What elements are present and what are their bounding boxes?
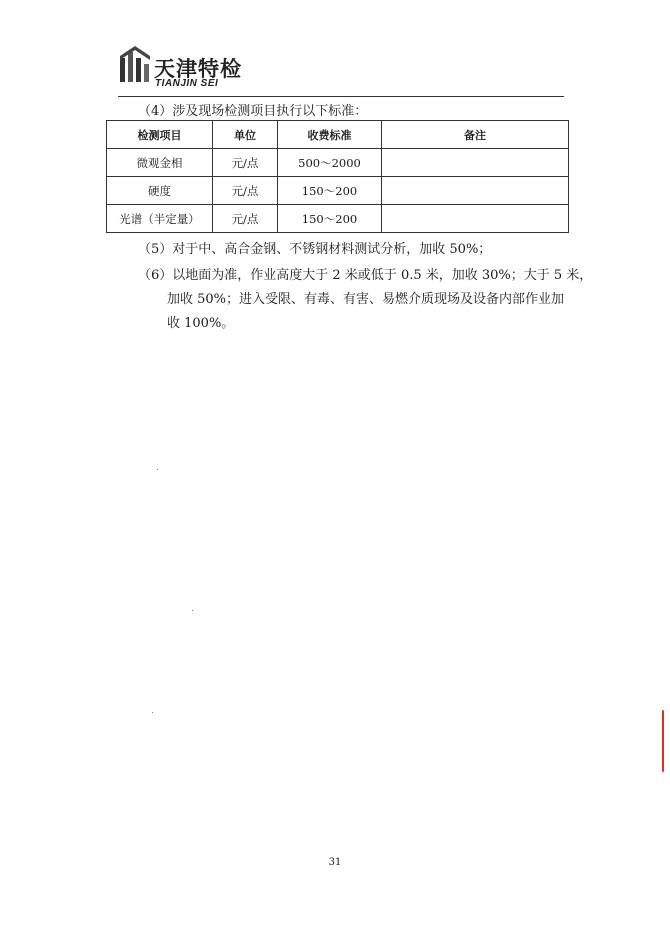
column-header-remarks: 备注 bbox=[382, 121, 569, 149]
cell-remarks bbox=[382, 205, 569, 233]
table-row bbox=[107, 177, 569, 205]
fee-table bbox=[106, 120, 569, 233]
cell-item: 光谱（半定量） bbox=[107, 205, 213, 233]
column-header-fee: 收费标准 bbox=[278, 121, 382, 149]
cell-fee: 150～200 bbox=[278, 205, 382, 233]
company-logo bbox=[118, 44, 268, 90]
table-row bbox=[107, 149, 569, 177]
cell-item: 微观金相 bbox=[107, 149, 213, 177]
section-6-line-2: 加收 50%；进入受限、有毒、有害、易燃介质现场及设备内部作业加 bbox=[167, 292, 565, 307]
margin-stamp-mark bbox=[662, 710, 664, 772]
scan-speck bbox=[192, 610, 193, 611]
cell-fee: 500～2000 bbox=[278, 149, 382, 177]
cell-item: 硬度 bbox=[107, 177, 213, 205]
cell-unit: 元/点 bbox=[213, 205, 278, 233]
logo-english-name: TIANJIN SEI bbox=[155, 78, 219, 89]
column-header-item: 检测项目 bbox=[107, 121, 213, 149]
table-row bbox=[107, 205, 569, 233]
table-header-row bbox=[107, 121, 569, 149]
section-6-line-3: 收 100%。 bbox=[167, 316, 235, 331]
cell-remarks bbox=[382, 149, 569, 177]
cell-unit: 元/点 bbox=[213, 149, 278, 177]
column-header-unit: 单位 bbox=[213, 121, 278, 149]
section-6-line-1: （6）以地面为准，作业高度大于 2 米或低于 0.5 米，加收 30%；大于 5 米， bbox=[138, 268, 593, 283]
cell-unit: 元/点 bbox=[213, 177, 278, 205]
scan-speck bbox=[157, 469, 158, 470]
section-5-text: （5）对于中、高合金钢、不锈钢材料测试分析，加收 50%； bbox=[138, 242, 492, 257]
cell-fee: 150～200 bbox=[278, 177, 382, 205]
section-4-heading: （4）涉及现场检测项目执行以下标准： bbox=[138, 104, 368, 119]
header-divider bbox=[118, 96, 564, 97]
page-number: 31 bbox=[328, 857, 342, 868]
logo-chinese-name: 天津特检 bbox=[154, 57, 242, 81]
cell-remarks bbox=[382, 177, 569, 205]
company-logo-mark-icon bbox=[118, 44, 152, 84]
scan-speck bbox=[152, 712, 153, 713]
